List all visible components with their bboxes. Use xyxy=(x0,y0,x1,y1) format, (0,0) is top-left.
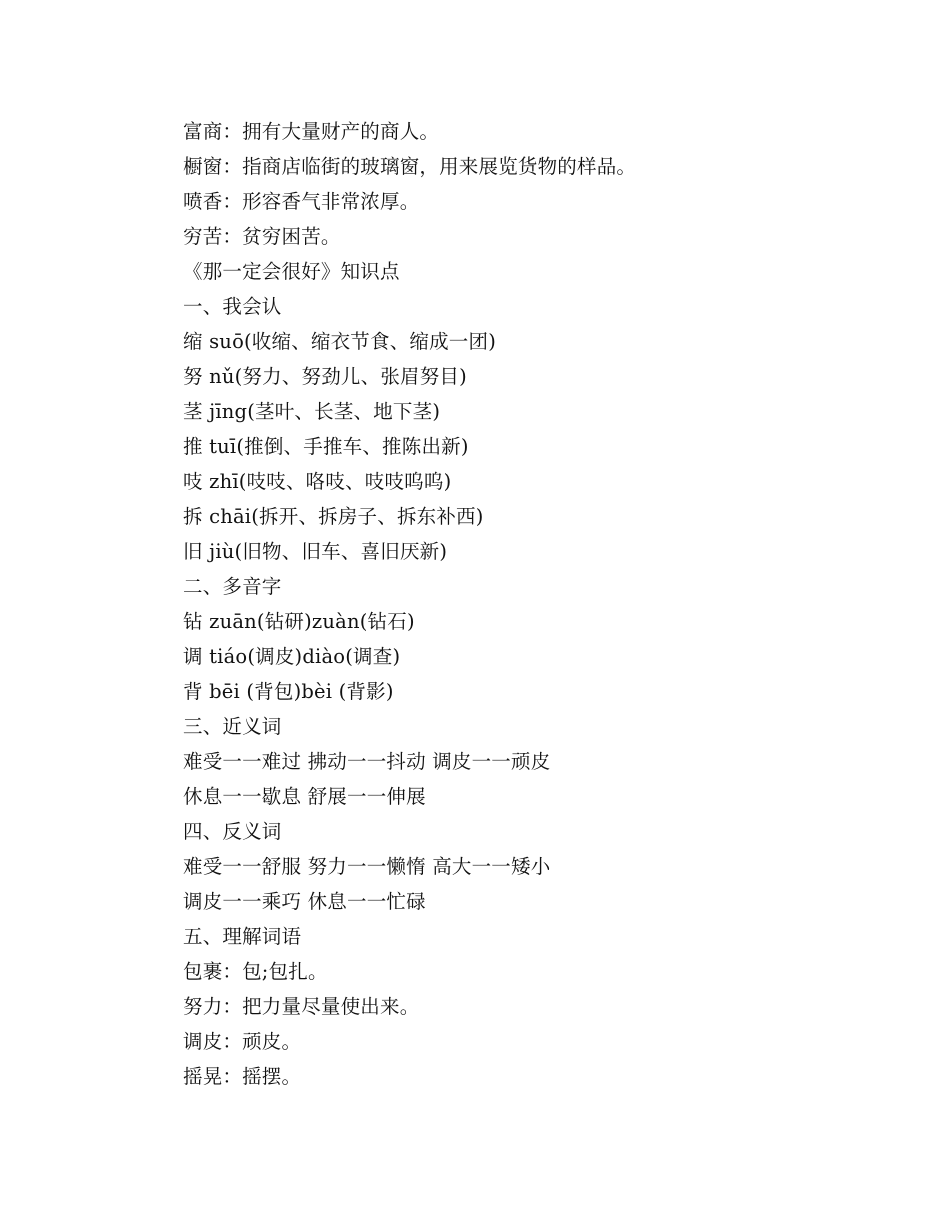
section-heading-recognize: 一、我会认 xyxy=(183,295,282,318)
section-heading-polyphones: 二、多音字 xyxy=(183,575,282,598)
lesson-title: 《那一定会很好》知识点 xyxy=(183,260,400,283)
document-body xyxy=(183,114,883,1094)
antonym-row: 难受一一舒服 努力一一懒惰 高大一一矮小 xyxy=(183,855,551,878)
synonym-row: 休息一一歇息 舒展一一伸展 xyxy=(183,785,426,808)
definition-yaohuang: 摇晃：摇摆。 xyxy=(183,1065,302,1088)
char-entry-jiu: 旧 jiù(旧物、旧车、喜旧厌新) xyxy=(183,540,448,563)
definition-nuli: 努力：把力量尽量使出来。 xyxy=(183,995,420,1018)
section-heading-antonyms: 四、反义词 xyxy=(183,820,282,843)
definition-penxiang: 喷香：形容香气非常浓厚。 xyxy=(183,190,420,213)
section-heading-vocabulary: 五、理解词语 xyxy=(183,925,302,948)
polyphone-zuan: 钻 zuān(钻研)zuàn(钻石) xyxy=(183,610,415,633)
char-entry-chai: 拆 chāi(拆开、拆房子、拆东补西) xyxy=(183,505,484,528)
char-entry-nu: 努 nǔ(努力、努劲儿、张眉努目) xyxy=(183,365,467,388)
polyphone-bei: 背 bēi (背包)bèi (背影) xyxy=(183,680,394,703)
definition-fushang: 富商：拥有大量财产的商人。 xyxy=(183,120,440,143)
antonym-row: 调皮一一乘巧 休息一一忙碌 xyxy=(183,890,426,913)
polyphone-tiao: 调 tiáo(调皮)diào(调查) xyxy=(183,645,401,668)
synonym-row: 难受一一难过 拂动一一抖动 调皮一一顽皮 xyxy=(183,750,551,773)
char-entry-zhi: 吱 zhī(吱吱、咯吱、吱吱呜呜) xyxy=(183,470,452,493)
definition-baoguo: 包裹：包;包扎。 xyxy=(183,960,328,983)
definition-tiaopi: 调皮：顽皮。 xyxy=(183,1030,302,1053)
char-entry-tui: 推 tuī(推倒、手推车、推陈出新) xyxy=(183,435,469,458)
definition-chuchuang: 橱窗：指商店临街的玻璃窗，用来展览货物的样品。 xyxy=(183,155,637,178)
char-entry-jing: 茎 jīng(茎叶、长茎、地下茎) xyxy=(183,400,441,423)
char-entry-suo: 缩 suō(收缩、缩衣节食、缩成一团) xyxy=(183,330,497,353)
section-heading-synonyms: 三、近义词 xyxy=(183,715,282,738)
definition-qiongku: 穷苦：贫穷困苦。 xyxy=(183,225,341,248)
